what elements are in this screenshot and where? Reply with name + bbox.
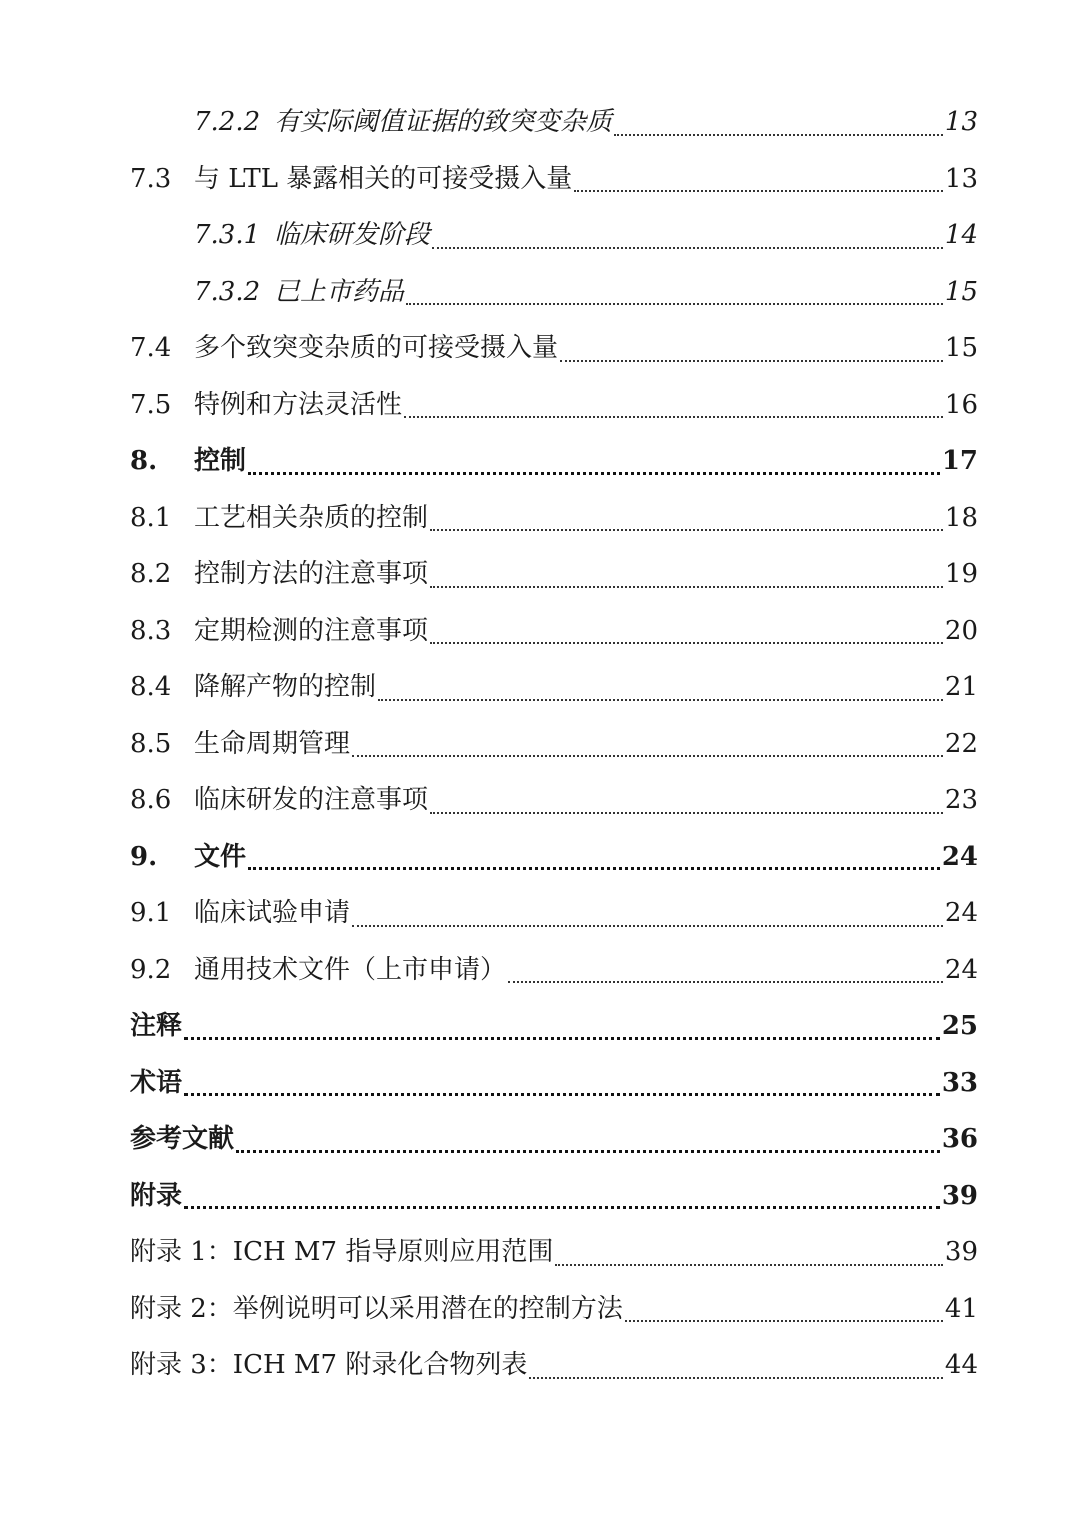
toc-entry-title: 附录 2：举例说明可以采用潜在的控制方法: [130, 1293, 623, 1324]
dot-leader: [560, 320, 943, 377]
toc-entry-page-number: 15: [944, 276, 978, 307]
toc-entry-page-number: 24: [941, 841, 978, 872]
dot-leader: [430, 603, 943, 660]
toc-entry-number: 8.: [130, 446, 158, 476]
dot-leader: [406, 264, 943, 321]
toc-entry-title: 参考文献: [130, 1124, 235, 1154]
toc-entry-title: 多个致突变杂质的可接受摄入量: [194, 333, 559, 363]
table-of-contents: [130, 94, 978, 1394]
toc-entry-title: 附录: [130, 1180, 183, 1211]
toc-entry[interactable]: [130, 829, 978, 886]
toc-entry-number: 7.3: [130, 163, 172, 194]
toc-entry-title: 注释: [130, 1011, 183, 1041]
toc-entry-number: 8.4: [130, 672, 172, 702]
toc-entry-title: 生命周期管理: [194, 728, 351, 759]
toc-entry-page-number: 14: [944, 220, 978, 250]
toc-entry[interactable]: [130, 1337, 978, 1394]
toc-entry-page-number: 20: [944, 615, 978, 646]
toc-entry[interactable]: [130, 1224, 978, 1281]
toc-entry[interactable]: [130, 1055, 978, 1112]
toc-entry[interactable]: [130, 716, 978, 773]
dot-leader: [430, 490, 943, 547]
toc-entry-title: 术语: [130, 1067, 183, 1098]
dot-leader: [236, 1111, 940, 1168]
toc-entry-title: 临床研发的注意事项: [194, 785, 429, 815]
toc-entry[interactable]: [130, 151, 978, 208]
toc-entry[interactable]: [130, 1281, 978, 1338]
dot-leader: [184, 998, 940, 1055]
toc-entry-number: 7.4: [130, 333, 172, 363]
toc-entry-page-number: 23: [944, 785, 978, 815]
toc-entry[interactable]: [130, 377, 978, 434]
toc-entry-title: 文件: [194, 841, 247, 872]
dot-leader: [352, 716, 943, 773]
toc-entry-page-number: 24: [944, 898, 978, 928]
toc-entry-page-number: 22: [944, 728, 978, 759]
dot-leader: [430, 546, 943, 603]
toc-entry[interactable]: [130, 320, 978, 377]
toc-entry-number: 9.: [130, 841, 158, 872]
toc-entry-page-number: 39: [944, 1237, 978, 1267]
toc-entry-page-number: 24: [944, 954, 978, 985]
toc-entry[interactable]: [130, 433, 978, 490]
dot-leader: [625, 1281, 943, 1338]
toc-entry-title: 与 LTL 暴露相关的可接受摄入量: [194, 163, 573, 194]
toc-entry[interactable]: [130, 1111, 978, 1168]
toc-entry-page-number: 16: [944, 389, 978, 420]
toc-entry-number: 8.2: [130, 559, 172, 589]
toc-entry[interactable]: [130, 490, 978, 547]
toc-entry-page-number: 13: [944, 163, 978, 194]
toc-entry-title: 通用技术文件（上市申请）: [194, 954, 507, 985]
toc-entry-title: 已上市药品: [274, 276, 405, 307]
toc-entry[interactable]: [130, 603, 978, 660]
toc-entry-number: 8.1: [130, 502, 172, 533]
dot-leader: [508, 942, 943, 999]
toc-entry-number: 9.2: [130, 954, 172, 985]
dot-leader: [378, 659, 943, 716]
dot-leader: [352, 885, 943, 942]
toc-entry-page-number: 21: [944, 672, 978, 702]
toc-entry[interactable]: [130, 546, 978, 603]
dot-leader: [529, 1337, 943, 1394]
toc-entry[interactable]: [130, 1168, 978, 1225]
toc-entry-number: 8.6: [130, 785, 172, 815]
toc-entry-number: 7.5: [130, 389, 172, 420]
toc-entry-title: 附录 1：ICH M7 指导原则应用范围: [130, 1237, 554, 1267]
toc-entry-page-number: 44: [944, 1350, 978, 1380]
toc-entry-title: 定期检测的注意事项: [194, 615, 429, 646]
toc-entry-number: 7.3.2: [194, 276, 261, 307]
toc-entry[interactable]: [130, 772, 978, 829]
toc-entry-page-number: 15: [944, 333, 978, 363]
dot-leader: [184, 1168, 940, 1225]
toc-entry-page-number: 25: [941, 1011, 978, 1041]
dot-leader: [432, 207, 943, 264]
toc-entry-page-number: 19: [944, 559, 978, 589]
toc-entry[interactable]: [130, 264, 978, 321]
toc-entry[interactable]: [130, 885, 978, 942]
toc-entry-title: 控制: [194, 446, 247, 476]
dot-leader: [574, 151, 943, 208]
toc-entry-number: 9.1: [130, 898, 172, 928]
dot-leader: [614, 94, 943, 151]
dot-leader: [555, 1224, 943, 1281]
toc-entry-title: 附录 3：ICH M7 附录化合物列表: [130, 1350, 528, 1380]
dot-leader: [404, 377, 943, 434]
toc-entry-title: 控制方法的注意事项: [194, 559, 429, 589]
dot-leader: [248, 433, 940, 490]
toc-entry-page-number: 13: [944, 107, 978, 137]
toc-entry-title: 工艺相关杂质的控制: [194, 502, 429, 533]
toc-entry-number: 8.3: [130, 615, 172, 646]
toc-entry[interactable]: [130, 998, 978, 1055]
dot-leader: [430, 772, 943, 829]
toc-entry[interactable]: [130, 659, 978, 716]
dot-leader: [248, 829, 940, 886]
toc-entry[interactable]: [130, 207, 978, 264]
toc-entry-title: 临床研发阶段: [274, 220, 431, 250]
toc-entry-number: 8.5: [130, 728, 172, 759]
toc-entry-page-number: 36: [941, 1124, 978, 1154]
toc-entry-title: 特例和方法灵活性: [194, 389, 403, 420]
dot-leader: [184, 1055, 940, 1112]
toc-entry-page-number: 33: [941, 1067, 978, 1098]
toc-entry-page-number: 17: [941, 446, 978, 476]
toc-entry[interactable]: [130, 94, 978, 151]
toc-entry-page-number: 18: [944, 502, 978, 533]
toc-entry-page-number: 41: [944, 1293, 978, 1324]
toc-entry-page-number: 39: [941, 1180, 978, 1211]
toc-entry[interactable]: [130, 942, 978, 999]
toc-entry-title: 临床试验申请: [194, 898, 351, 928]
toc-entry-title: 有实际阈值证据的致突变杂质: [274, 107, 613, 137]
toc-entry-number: 7.3.1: [194, 220, 261, 250]
toc-entry-number: 7.2.2: [194, 107, 261, 137]
toc-entry-title: 降解产物的控制: [194, 672, 377, 702]
